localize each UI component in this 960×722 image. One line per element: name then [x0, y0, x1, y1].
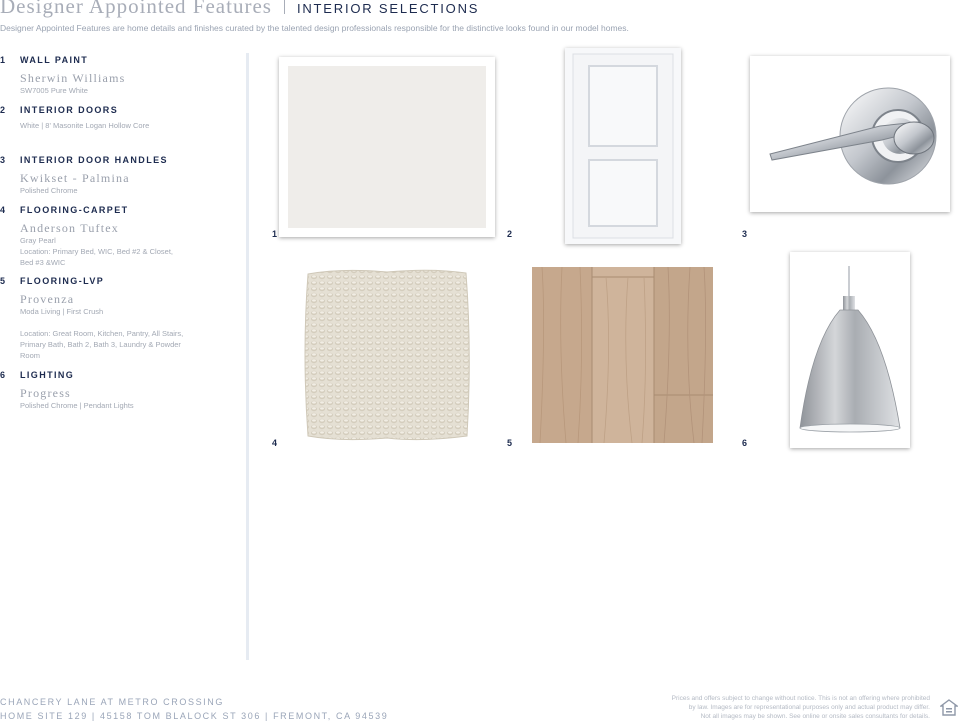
item-detail: Primary Bath, Bath 2, Bath 3, Laundry & Powder — [20, 340, 181, 349]
item-number: 2 — [0, 105, 6, 115]
item-detail: Polished Chrome | Pendant Lights — [20, 401, 134, 410]
title-divider — [284, 0, 285, 14]
image-label: 3 — [742, 229, 748, 239]
item-category: INTERIOR DOORS — [20, 105, 119, 115]
image-label: 5 — [507, 438, 513, 448]
item-category: FLOORING-LVP — [20, 276, 105, 286]
image-label: 2 — [507, 229, 513, 239]
item-number: 3 — [0, 155, 6, 165]
item-detail: SW7005 Pure White — [20, 86, 88, 95]
carpet-sample-icon — [302, 268, 472, 442]
item-number: 5 — [0, 276, 6, 286]
vertical-divider — [246, 53, 249, 660]
door-icon — [565, 48, 681, 244]
disclaimer-line: Prices and offers subject to change without notice. This is not an offering where prohibited — [671, 695, 930, 702]
item-detail: Gray Pearl — [20, 236, 56, 245]
item-detail: Room — [20, 351, 41, 360]
image-label: 1 — [272, 229, 278, 239]
item-brand: Kwikset - Palmina — [20, 171, 130, 185]
door-lever-handle-icon — [750, 56, 950, 212]
item-number: 6 — [0, 370, 6, 380]
item-category: LIGHTING — [20, 370, 75, 380]
page-title: Designer Appointed Features — [0, 0, 272, 18]
wood-plank-icon — [532, 267, 713, 443]
item-category: WALL PAINT — [20, 55, 89, 65]
community-name: CHANCERY LANE AT METRO CROSSING — [0, 697, 224, 707]
item-number: 4 — [0, 205, 6, 215]
intro-text: Designer Appointed Features are home details and finishes curated by the talented design professionals responsible for the distinctive looks found in our model homes. — [0, 23, 629, 33]
equal-housing-opportunity-icon — [940, 699, 958, 717]
item-detail: White | 8' Masonite Logan Hollow Core — [20, 121, 150, 130]
item-detail: Polished Chrome — [20, 186, 78, 195]
item-detail: Bed #3 &WIC — [20, 258, 66, 267]
legal-disclaimer — [610, 694, 930, 721]
disclaimer-line: Not all images may be shown. See online or onsite sales consultants for details. — [700, 713, 930, 720]
page-header — [0, 0, 479, 20]
disclaimer-line: by law. Images are for representational purposes only and actual product may differ. — [688, 704, 930, 711]
page-subtitle: INTERIOR SELECTIONS — [296, 1, 480, 16]
item-brand: Anderson Tuftex — [20, 221, 120, 235]
item-detail: Moda Living | First Crush — [20, 307, 104, 316]
item-detail: Location: Great Room, Kitchen, Pantry, All Stairs, — [20, 329, 184, 338]
item-detail: Location: Primary Bed, WIC, Bed #2 & Closet, — [20, 247, 173, 256]
item-brand: Sherwin Williams — [20, 71, 126, 85]
item-category: INTERIOR DOOR HANDLES — [20, 155, 168, 165]
image-label: 4 — [272, 438, 278, 448]
item-brand: Progress — [20, 386, 71, 400]
pendant-light-icon — [790, 252, 910, 448]
home-site-address: HOME SITE 129 | 45158 TOM BLALOCK ST 306 | FREMONT, CA 94539 — [0, 711, 389, 721]
paint-swatch-icon — [279, 57, 495, 237]
item-brand: Provenza — [20, 292, 75, 306]
item-number: 1 — [0, 55, 6, 65]
image-label: 6 — [742, 438, 748, 448]
item-category: FLOORING-CARPET — [20, 205, 129, 215]
